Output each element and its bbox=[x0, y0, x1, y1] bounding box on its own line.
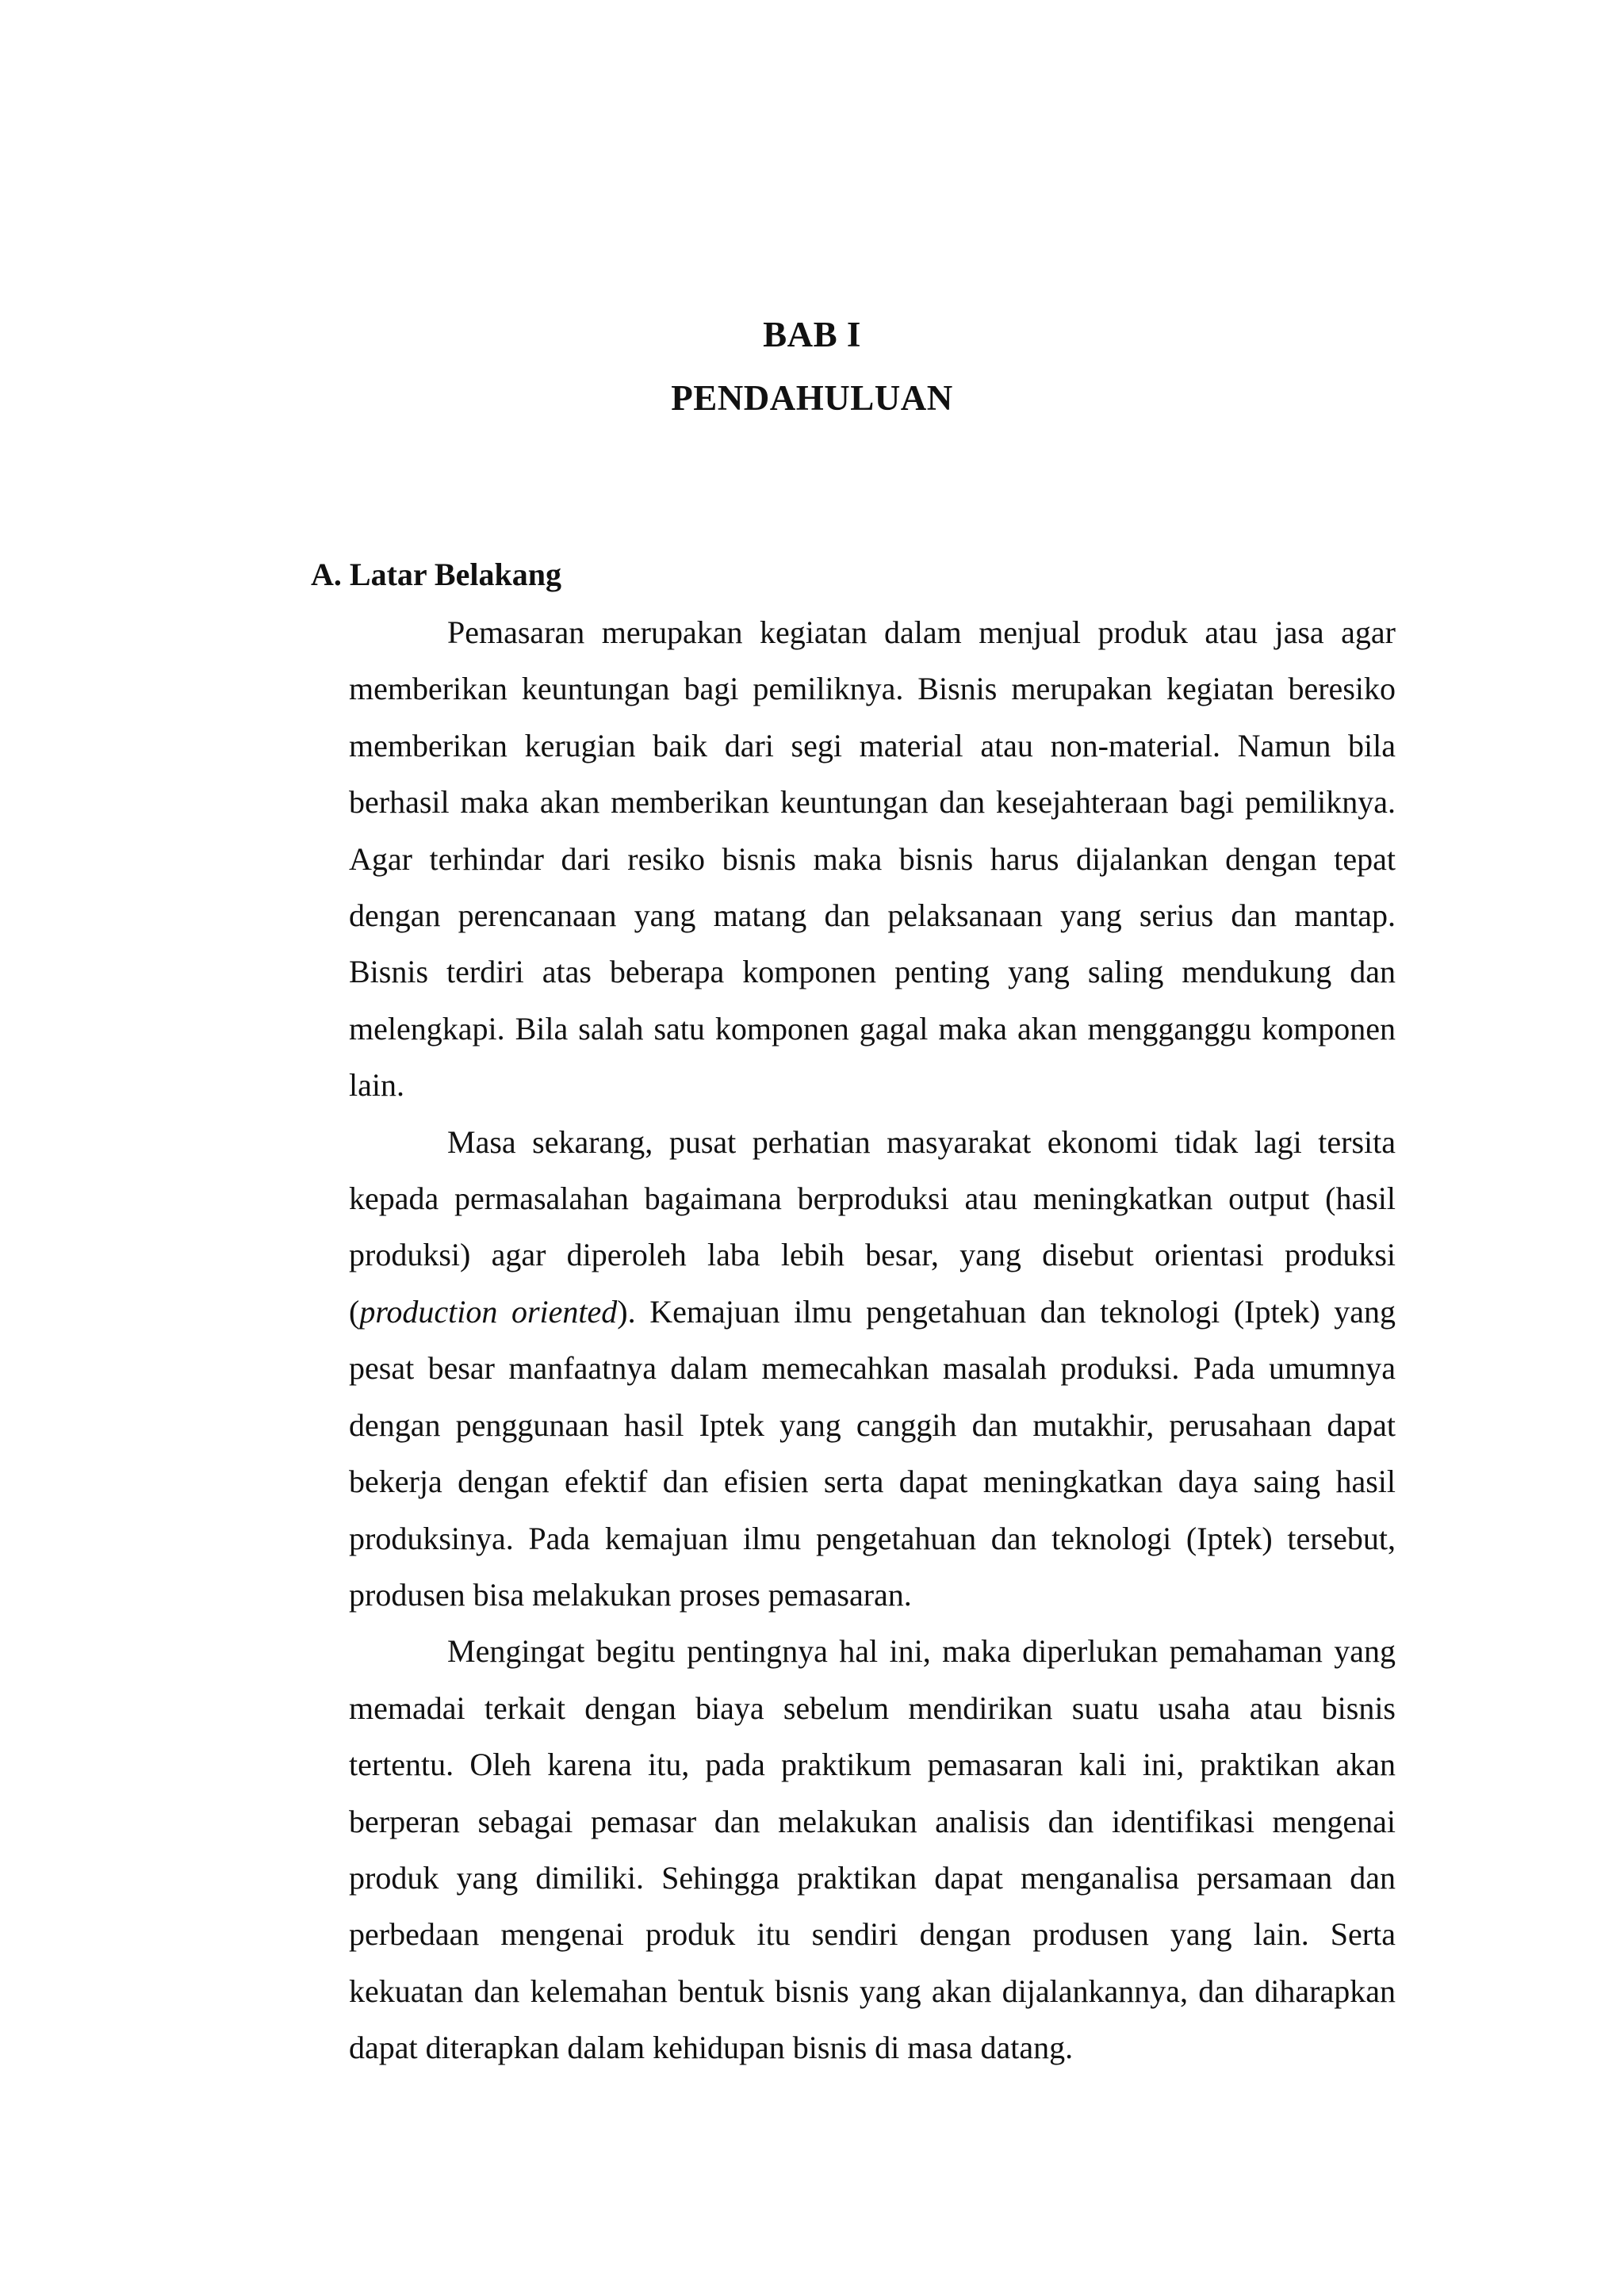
paragraph-2-italic-term: production oriented bbox=[359, 1293, 618, 1330]
chapter-title: PENDAHULUAN bbox=[671, 378, 953, 418]
paragraph-2 bbox=[349, 1114, 1396, 1624]
paragraph-3: Mengingat begitu pentingnya hal ini, maka diperlukan pemahaman yang memadai terkait dengan biaya sebelum mendirikan suatu usaha atau bisnis tertentu. Oleh karena itu, pada praktikum pemasaran kali ini, praktikan akan berperan sebagai pemasar dan melakukan analisis dan identifikasi mengenai produk yang dimiliki. Sehingga praktikan dapat menganalisa persamaan dan perbedaan mengenai produk itu sendiri dengan produsen yang lain. Serta kekuatan dan kelemahan bentuk bisnis yang akan dijalankannya, dan diharapkan dapat diterapkan dalam kehidupan bisnis di masa datang. bbox=[349, 1633, 1396, 2066]
section-body bbox=[349, 604, 1396, 2076]
chapter-number: BAB I bbox=[763, 315, 861, 354]
paragraph-1: Pemasaran merupakan kegiatan dalam menjual produk atau jasa agar memberikan keuntungan bagi pemiliknya. Bisnis merupakan kegiatan beresiko memberikan kerugian baik dari segi material atau non-material. Namun bila berhasil maka akan memberikan keuntungan dan kesejahteraan bagi pemiliknya. Agar terhindar dari resiko bisnis maka bisnis harus dijalankan dengan tepat dengan perencanaan yang matang dan pelaksanaan yang serius dan mantap. Bisnis terdiri atas beberapa komponen penting yang saling mendukung dan melengkapi. Bila salah satu komponen gagal maka akan mengganggu komponen lain. bbox=[349, 614, 1396, 1104]
paragraph-2-text-after: ). Kemajuan ilmu pengetahuan dan teknologi (Iptek) yang pesat besar manfaatnya dalam memecahkan masalah produksi. Pada umumnya dengan penggunaan hasil Iptek yang canggih dan mutakhir, perusahaan dapat bekerja dengan efektif dan efisien serta dapat meningkatkan daya saing hasil produksinya. Pada kemajuan ilmu pengetahuan dan teknologi (Iptek) tersebut, produsen bisa melakukan proses pemasaran. bbox=[349, 1293, 1396, 1613]
section-title: A. Latar Belakang bbox=[311, 557, 561, 592]
paragraph-2-text-before: Masa sekarang, pusat perhatian masyarakat ekonomi tidak lagi tersita kepada permasalahan bagaimana berproduksi atau meningkatkan output (hasil produksi) agar diperoleh laba lebih besar, yang disebut orientasi produksi ( bbox=[349, 1123, 1396, 1330]
